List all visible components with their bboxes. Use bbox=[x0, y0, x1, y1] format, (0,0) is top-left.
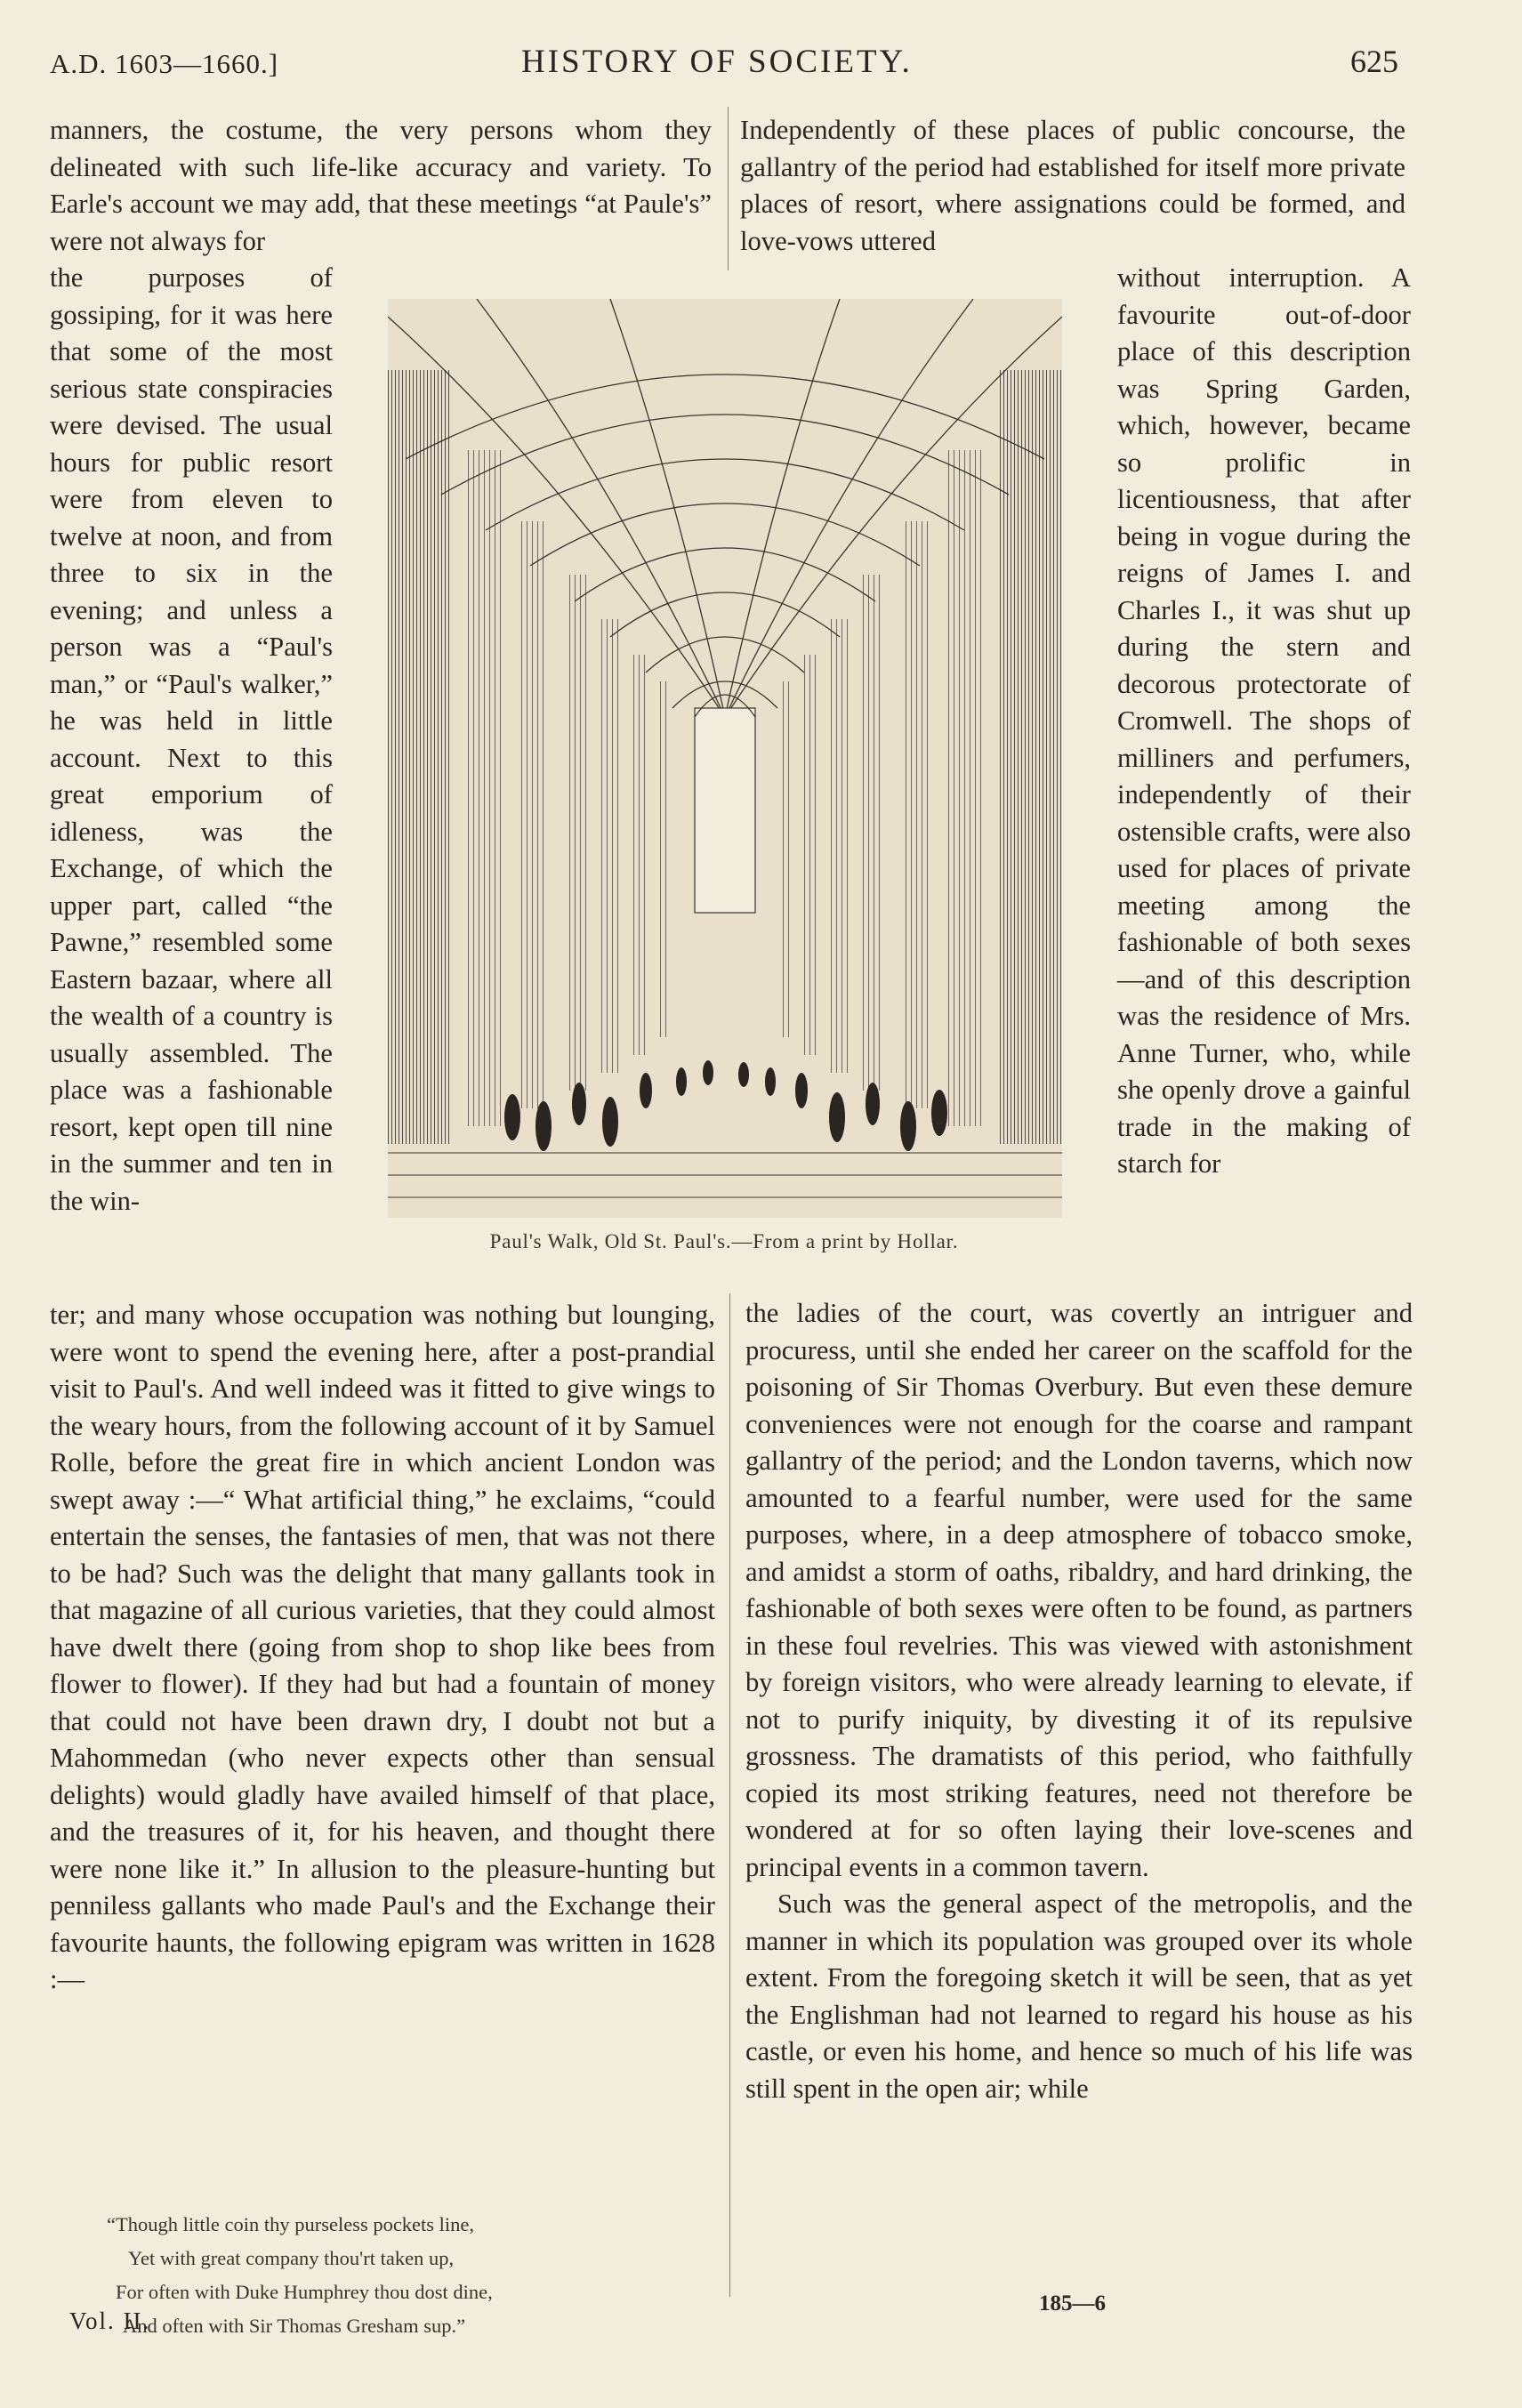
epigram-line: “Though little coin thy purseless pockets line, bbox=[107, 2213, 475, 2235]
header-date-range: A.D. 1603—1660.] bbox=[50, 48, 279, 79]
left-paragraph-narrow: the purposes of gossiping, for it was here that some of the most serious state conspiracies were devised. The usual hours for public resort were from eleven to twelve at noon, and from three to six in the evening; and unless a person was a “Paul's man,” or “Paul's walker,” he was held in little account. Next to this great emporium of idleness, was the Exchange, of which the upper part, called “the Pawne,” resembled some Eastern bazaar, where all the wealth of a country is usually assembled. The place was a fashionable resort, kept open till nine in the summer and ten in the win- bbox=[50, 262, 333, 1216]
epigram bbox=[107, 2208, 694, 2343]
running-header bbox=[50, 43, 1398, 87]
right-column-bottom bbox=[745, 1295, 1413, 2107]
signature-mark: 185—6 bbox=[1039, 2291, 1106, 2315]
left-column-bottom bbox=[50, 1297, 715, 1999]
right-column-narrow bbox=[1117, 260, 1411, 1183]
epigram-line: Yet with great company thou'rt taken up, bbox=[128, 2247, 455, 2269]
column-divider-top bbox=[728, 107, 729, 270]
epigram-line: And often with Sir Thomas Gresham sup.” bbox=[123, 2315, 466, 2337]
left-paragraph-bottom: ter; and many whose occupation was nothing but lounging, were wont to spend the evening here, after a post-prandial visit to Paul's. And well indeed was it fitted to give wings to the weary hours, from the following account of it by Samuel Rolle, before the great fire in which ancient London was swept away :—“ What artificial thing,” he exclaims, “could entertain the senses, the fantasies of men, that was not there to be had? Such was the delight that many gallants took in that magazine of all curious varieties, that they could almost have dwelt there (going from shop to shop like bees from flower to flower). If they had but had a fountain of money that could not have been drawn dry, I doubt not but a Mahommedan (who never expects other than sensual delights) would gladly have availed himself of that place, and the treasures of it, for his heaven, and thought there were none like it.” In allusion to the pleasure-hunting but penniless gallants who made Paul's and the Exchange their favourite haunts, the following epigram was written in 1628 :— bbox=[50, 1300, 715, 1994]
right-paragraph-top: Independently of these places of public concourse, the gallantry of the period had established for itself more private places of resort, where assignations could be formed, and love-vows uttered bbox=[740, 115, 1405, 256]
column-divider-bottom bbox=[729, 1293, 730, 2297]
page-number: 625 bbox=[1350, 44, 1398, 79]
right-paragraph-last: Such was the general aspect of the metropolis, and the manner in which its population was grouped over its whole extent. From the foregoing sketch it will be seen, that as yet the Englishman had not learned to regard his house as his castle, or even his home, and hence so much of his life was still spent in the open air; while bbox=[745, 1889, 1413, 2104]
right-paragraph-bottom: the ladies of the court, was covertly an intriguer and procuress, until she ended her career on the scaffold for the poisoning of Sir Thomas Overbury. But even these demure conveniences were not enough for the coarse and rampant gallantry of the period; and the London taverns, which now amounted to a fearful number, were used for the same purposes, where, in a deep atmosphere of tobacco smoke, and amidst a storm of oaths, ribaldry, and hard drinking, the fashionable of both sexes were often to be found, as partners in these foul revelries. This was viewed with astonishment by foreign visitors, who were already learning to elevate, if not to purify iniquity, by divesting it of its repulsive grossness. The dramatists of this period, who faithfully copied its most striking features, need not therefore be wondered at for so often laying their love-scenes and principal events in a common tavern. bbox=[745, 1298, 1413, 1882]
right-paragraph-narrow: without interruption. A favourite out-of-door place of this description was Spring Garden, which, however, became so prolific in licentiousness, that after being in vogue during the reigns of James I. and Charles I., it was shut up during the stern and decorous protectorate of Cromwell. The shops of milliners and perfumers, independently of their ostensible crafts, were also used for places of private meeting among the fashionable of both sexes—and of this description was the residence of Mrs. Anne Turner, who, while she openly drove a gainful trade in the making of starch for bbox=[1117, 262, 1411, 1179]
epigram-line: For often with Duke Humphrey thou dost dine, bbox=[116, 2281, 493, 2303]
volume-mark: Vol. II. bbox=[69, 2307, 151, 2334]
left-paragraph-top: manners, the costume, the very persons whom they delineated with such life-like accuracy and variety. To Earle's account we may add, that these meetings “at Paule's” were not always for bbox=[50, 115, 712, 256]
left-column-narrow bbox=[50, 260, 333, 1220]
header-title: HISTORY OF SOCIETY. bbox=[521, 44, 913, 80]
left-column-top bbox=[50, 112, 712, 260]
figure-caption: Paul's Walk, Old St. Paul's.—From a print by Hollar. bbox=[489, 1230, 959, 1252]
cathedral-nave-engraving bbox=[388, 299, 1062, 1218]
right-column-top bbox=[740, 112, 1405, 260]
